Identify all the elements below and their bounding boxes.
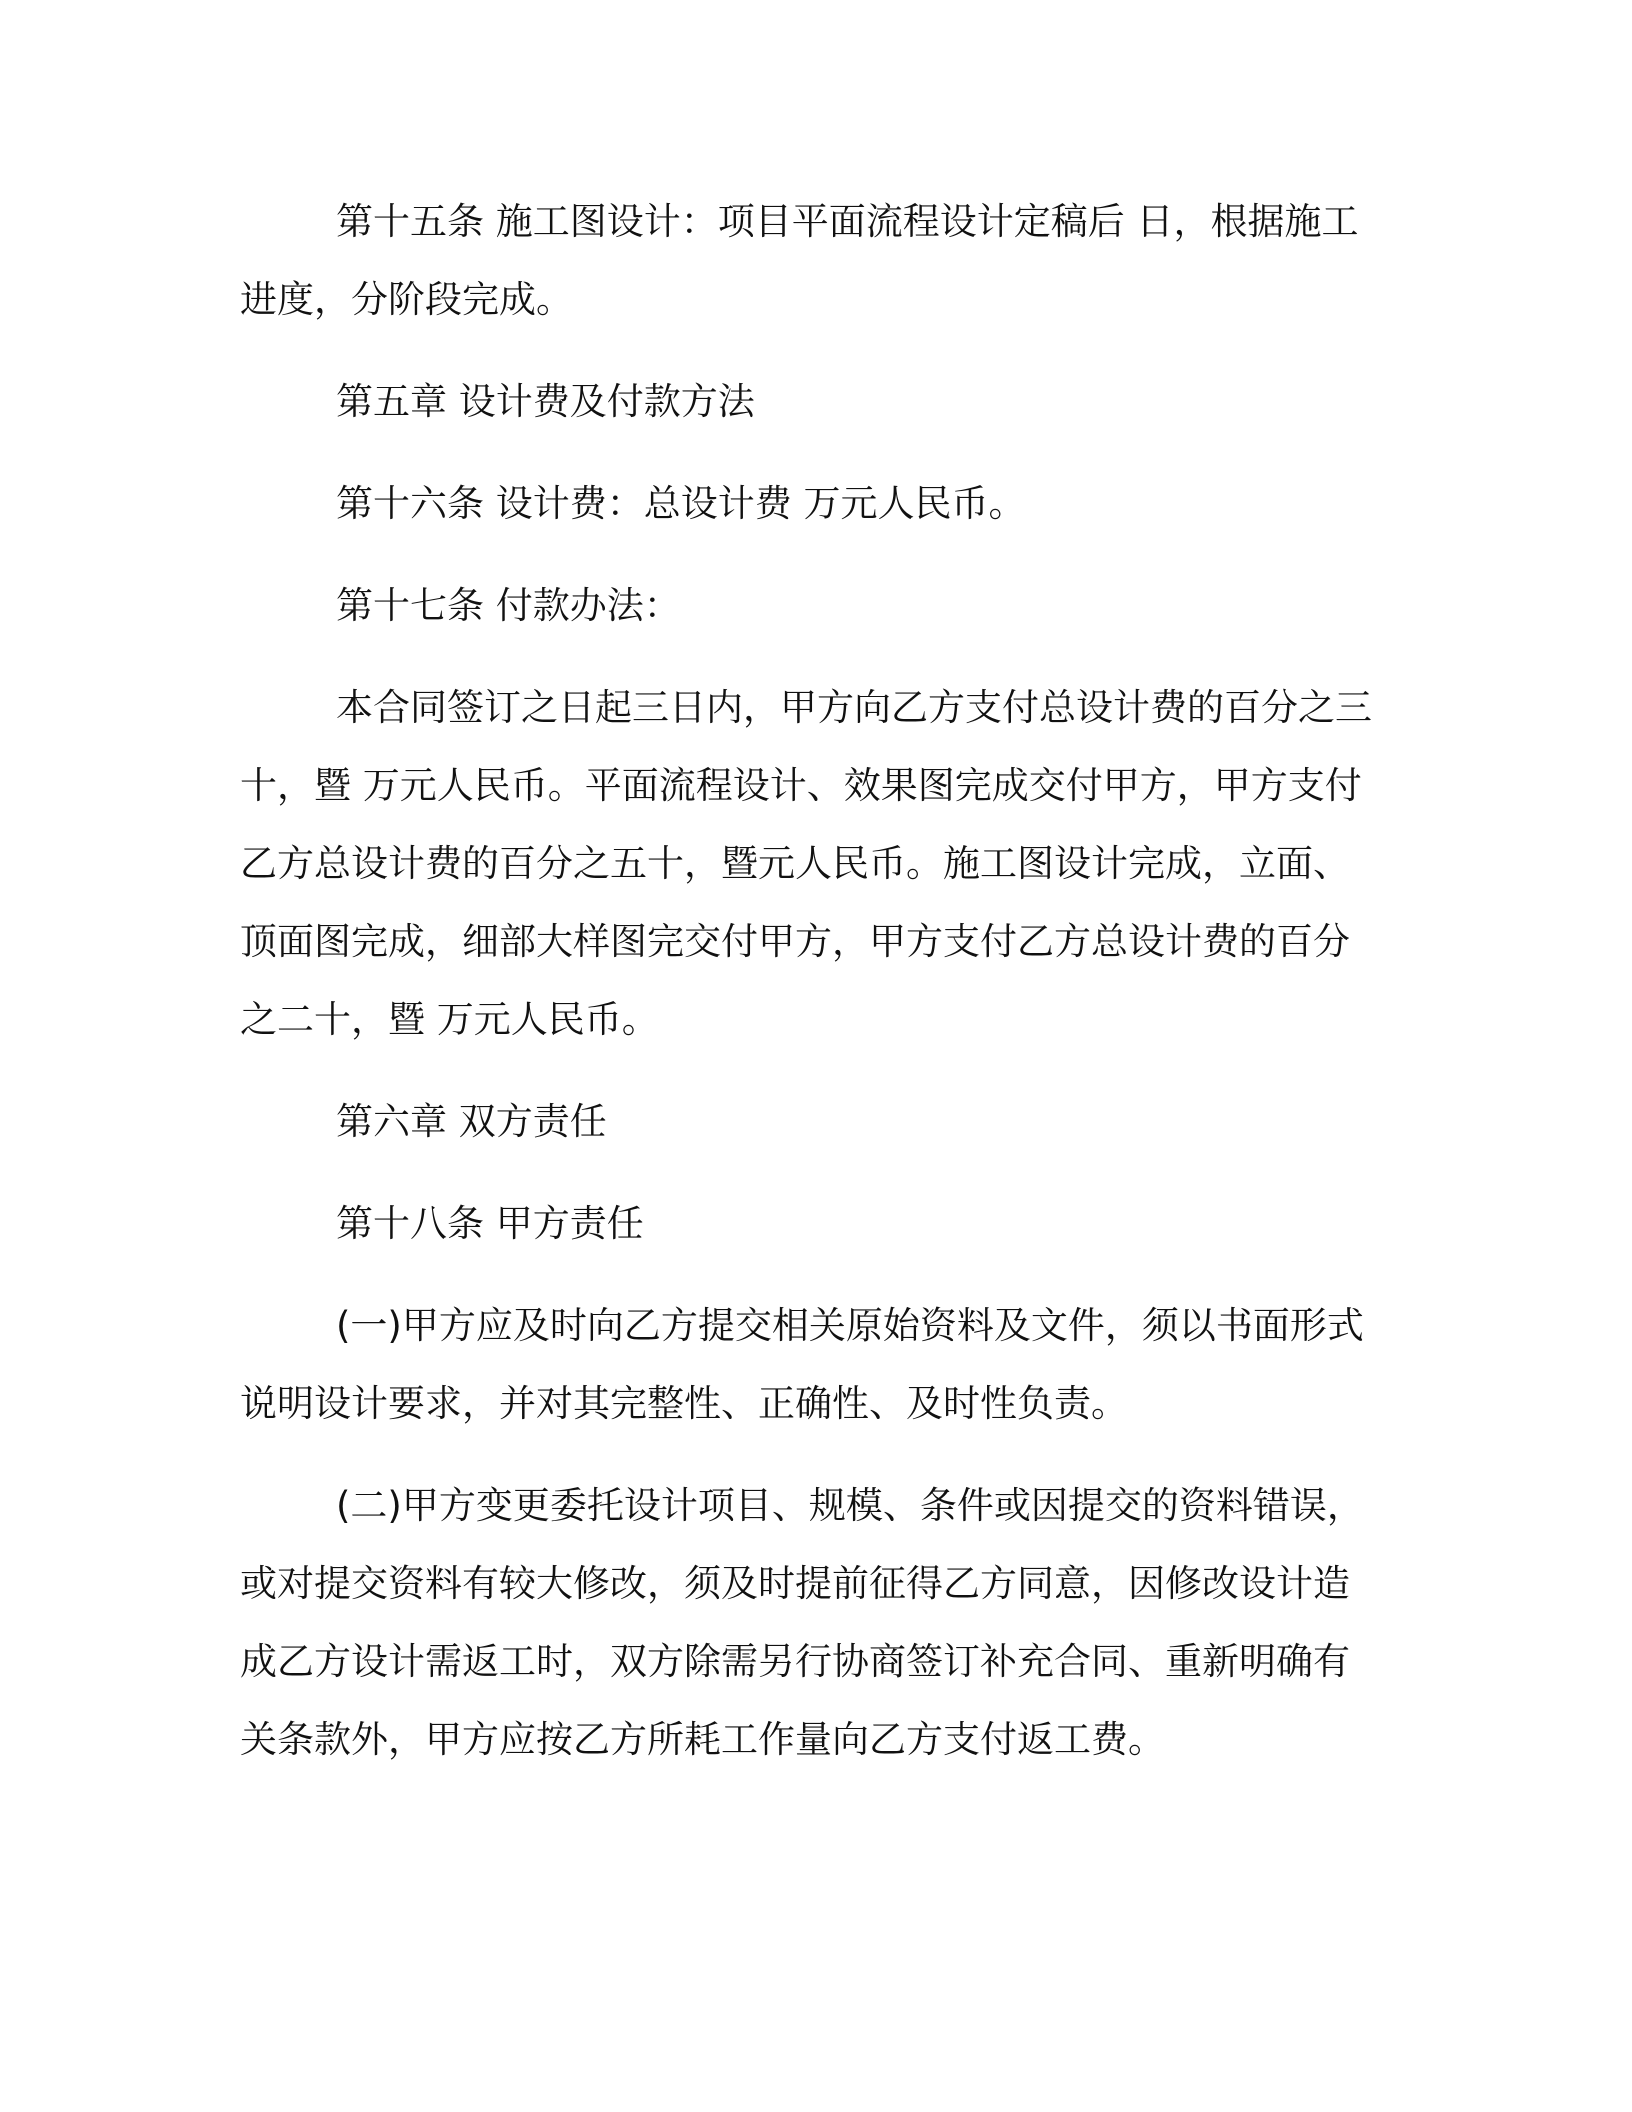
article-18-line-1: 第十八条 甲方责任: [336, 1202, 644, 1245]
payment-line-5: 之二十，暨 万元人民币。: [240, 998, 659, 1041]
chapter-6-title: 第六章 双方责任: [336, 1100, 607, 1143]
article-17: [240, 567, 1390, 645]
payment-line-4: 顶面图完成，细部大样图完交付甲方，甲方支付乙方总设计费的百分: [240, 920, 1350, 963]
article-15: [240, 183, 1390, 339]
chapter-5-title: 第五章 设计费及付款方法: [336, 380, 755, 423]
chapter-5-heading: [240, 363, 1390, 441]
article-18: [240, 1185, 1390, 1263]
clause-2: [240, 1467, 1390, 1779]
payment-line-2: 十，暨 万元人民币。平面流程设计、效果图完成交付甲方，甲方支付: [240, 764, 1362, 807]
article-15-line-1: 第十五条 施工图设计：项目平面流程设计定稿后 日，根据施工: [336, 200, 1359, 243]
article-16: [240, 465, 1390, 543]
clause-1-line-2: 说明设计要求，并对其完整性、正确性、及时性负责。: [240, 1382, 1128, 1425]
clause-2-line-3: 成乙方设计需返工时，双方除需另行协商签订补充合同、重新明确有: [240, 1640, 1350, 1683]
clause-1: [240, 1287, 1390, 1443]
document-body: [240, 183, 1390, 1779]
chapter-6-heading: [240, 1083, 1390, 1161]
article-17-line-1: 第十七条 付款办法：: [336, 584, 681, 627]
payment-line-3: 乙方总设计费的百分之五十，暨元人民币。施工图设计完成，立面、: [240, 842, 1350, 885]
clause-2-line-1: (二)甲方变更委托设计项目、规模、条件或因提交的资料错误，: [336, 1484, 1364, 1527]
payment-line-1: 本合同签订之日起三日内，甲方向乙方支付总设计费的百分之三: [336, 686, 1372, 729]
article-16-line-1: 第十六条 设计费：总设计费 万元人民币。: [336, 482, 1026, 525]
clause-2-line-4: 关条款外，甲方应按乙方所耗工作量向乙方支付返工费。: [240, 1718, 1165, 1761]
clause-2-line-2: 或对提交资料有较大修改，须及时提前征得乙方同意，因修改设计造: [240, 1562, 1350, 1605]
payment-paragraph: [240, 669, 1390, 1059]
clause-1-line-1: (一)甲方应及时向乙方提交相关原始资料及文件，须以书面形式: [336, 1304, 1364, 1347]
article-15-line-2: 进度，分阶段完成。: [240, 278, 573, 321]
